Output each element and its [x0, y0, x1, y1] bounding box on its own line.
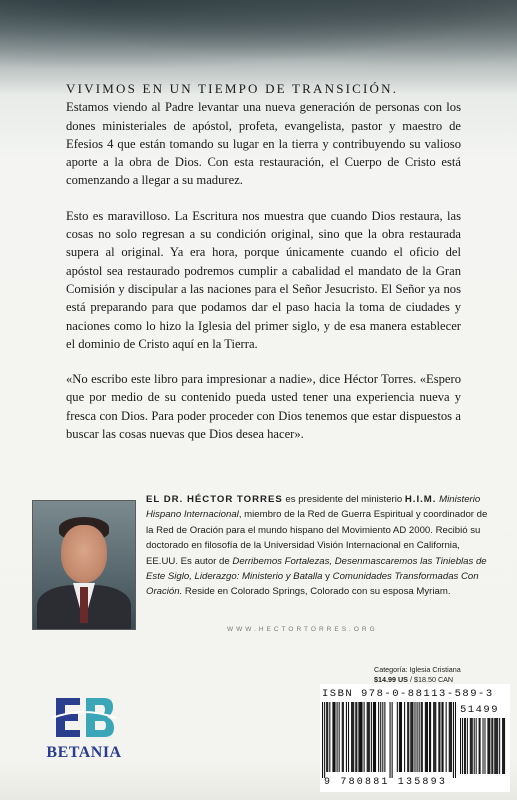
barcode-bar — [356, 702, 357, 772]
barcode-bar — [380, 702, 381, 772]
price-barcode-bar — [470, 718, 471, 774]
price-barcode-bar — [483, 718, 484, 774]
barcode-bar — [353, 702, 354, 772]
blurb-paragraph-1 — [66, 80, 461, 190]
book-meta — [374, 665, 504, 685]
price-barcode-bar — [471, 718, 472, 774]
price-barcode-bar — [480, 718, 481, 774]
barcode-bar — [434, 702, 435, 772]
blurb-paragraph-3: «No escribo este libro para impresionar a nadie», dice Héctor Torres. «Espero que por medio de su contenido pueda usted tener una experiencia nueva y fresca con Dios. Para poder proceder con Dios tenemos que estar dispuestos a buscar las cosas nuevas que Dios desea hacer». — [66, 372, 461, 442]
barcode-bar — [355, 702, 356, 772]
author-bio — [146, 492, 494, 600]
blurb-p1-text: Estamos viendo al Padre levantar una nueva generación de personas con los dones ministeriales de apóstol, profeta, evangelista, pastor y maestro de Efesios 4 que están tomando su lugar en la tierra y contribuyendo su valioso aporte a la obra de Dios. Con esta restauración, el Cuerpo de Cristo está comenzando a llegar a su madurez. — [66, 100, 461, 188]
barcode-bar — [408, 702, 409, 772]
barcode-bar — [367, 702, 368, 772]
price-barcode-bar — [497, 718, 498, 774]
back-cover-blurb — [66, 80, 461, 460]
barcode-bar — [401, 702, 402, 772]
barcode-bar — [364, 702, 365, 772]
bio-text-3: y — [322, 571, 333, 583]
bio-text-1: es presidente del ministerio — [282, 494, 405, 505]
barcode-bar — [384, 702, 385, 772]
author-bio-block — [32, 492, 497, 642]
barcode-bar — [443, 702, 444, 772]
barcode-bar — [399, 702, 400, 772]
barcode-bar — [433, 702, 434, 772]
barcode-bar — [439, 702, 440, 772]
author-website: WWW.HECTORTORRES.ORG — [227, 626, 378, 633]
blurb-headline: VIVIMOS EN UN TIEMPO DE TRANSICIÓN. — [66, 81, 399, 96]
barcode-bar — [414, 702, 415, 772]
isbn-text: ISBN 978-0-88113-589-3 — [322, 688, 494, 700]
barcode-bar — [351, 702, 352, 772]
eb-logo-icon — [50, 692, 118, 744]
price-barcode-bar — [462, 718, 463, 774]
barcode-bar — [324, 702, 325, 778]
barcode-bar — [375, 702, 376, 772]
barcode-bar — [392, 702, 393, 778]
publisher-logo — [34, 692, 134, 772]
barcode-bar — [404, 702, 405, 772]
barcode-bar — [421, 702, 422, 772]
barcode-bar — [419, 702, 420, 772]
barcode-panel — [320, 684, 510, 792]
barcode-bar — [427, 702, 428, 772]
barcode-bar — [339, 702, 340, 772]
barcode-bar — [348, 702, 349, 772]
barcode-bar — [410, 702, 411, 772]
author-book-last: Comunidades Transformadas Con Oración. — [146, 571, 479, 598]
barcode-bar — [343, 702, 344, 772]
barcode-bar — [337, 702, 338, 772]
barcode-bar — [322, 702, 323, 778]
barcode-bar — [329, 702, 330, 772]
barcode-bar — [453, 702, 454, 778]
barcode-bar — [435, 702, 436, 772]
barcode-bar — [342, 702, 343, 772]
price-barcode-bar — [492, 718, 493, 774]
price-barcode-bar — [496, 718, 497, 774]
barcode-bar — [450, 702, 451, 772]
blurb-paragraph-2: Esto es maravilloso. La Escritura nos muestra que cuando Dios restaura, las cosas no solo regresan a su condición original, sino que la obra restaurada supera al original. Ya era hora, porque únicamente cuando el oficio del apóstol sea restaurado podremos cumplir a cabalidad el mandato de la Gran Comisión y discipular a las naciones para el Señor Jesucristo. El Señor ya nos está preparando para que podamos dar el paso hacia la toma de ciudades y naciones como lo hizo la Iglesia del primer siglo, y de esa manera establecer el dominio de Cristo aquí en la Tierra. — [66, 208, 461, 351]
bio-text-4: Reside en Colorado Springs, Colorado con su esposa Myriam. — [182, 586, 451, 598]
barcode-bar — [417, 702, 418, 772]
price-barcode-bar — [491, 718, 492, 774]
barcode-bar — [451, 702, 452, 772]
barcode-bar — [425, 702, 426, 772]
ministry-name: Ministerio Hispano Internacional — [146, 494, 481, 521]
barcode-bar — [422, 702, 423, 772]
book-category: Categoría: Iglesia Cristiana — [374, 665, 461, 674]
ean-barcode — [322, 702, 456, 778]
barcode-bar — [455, 702, 456, 778]
cover-top-gradient — [0, 0, 517, 70]
price-barcode-bar — [488, 718, 489, 774]
barcode-bar — [358, 702, 359, 772]
ministry-acronym: H.I.M. — [404, 494, 437, 505]
price-barcode-bar — [502, 718, 503, 774]
barcode-bar — [438, 702, 439, 772]
price-barcode-bar — [495, 718, 496, 774]
price-barcode-bar — [503, 718, 504, 774]
price-barcode-bar — [487, 718, 488, 774]
barcode-bar — [412, 702, 413, 772]
publisher-name: BETANIA — [46, 744, 122, 761]
price-barcode-bar — [472, 718, 473, 774]
barcode-bar — [326, 702, 327, 772]
price-barcode-bar — [460, 718, 461, 774]
price-us: $14.99 US — [374, 675, 408, 684]
price-barcode-bar — [476, 718, 477, 774]
author-name: EL DR. HÉCTOR TORRES — [146, 494, 283, 505]
barcode-bar — [382, 702, 383, 772]
barcode-bar — [446, 702, 447, 772]
barcode-bar — [397, 702, 398, 772]
barcode-bar — [332, 702, 333, 772]
barcode-bar — [441, 702, 442, 772]
price-can: / $18.50 CAN — [407, 675, 454, 684]
barcode-bar — [429, 702, 430, 772]
barcode-bar — [373, 702, 374, 772]
barcode-bar — [449, 702, 450, 772]
barcode-bar — [411, 702, 412, 772]
barcode-bar — [360, 702, 361, 772]
barcode-bar — [327, 702, 328, 772]
price-barcode-bar — [464, 718, 465, 774]
barcode-bar — [374, 702, 375, 772]
price-barcode-bar — [499, 718, 500, 774]
price-barcode-bar — [494, 718, 495, 774]
price-barcode-bar — [504, 718, 505, 774]
author-books: Derribemos Fortalezas, Desenmascaremos las Tinieblas de Este Siglo, Liderazgo: Ministerio y Batalla — [146, 555, 487, 583]
price-code: 51499 — [460, 704, 500, 716]
barcode-bar — [361, 702, 362, 772]
author-photo — [32, 500, 136, 630]
barcode-bar — [369, 702, 370, 772]
price-barcode-bar — [467, 718, 468, 774]
barcode-bar — [352, 702, 353, 772]
barcode-bar — [334, 702, 335, 772]
barcode-bar — [368, 702, 369, 772]
price-barcode-bar — [489, 718, 490, 774]
price-barcode — [460, 718, 506, 774]
price-barcode-bar — [474, 718, 475, 774]
price-barcode-bar — [465, 718, 466, 774]
barcode-bar — [359, 702, 360, 772]
barcode-bar — [390, 702, 391, 778]
bio-text-2: , miembro de la Red de Guerra Espiritual y coordinador de la Red de Oración para el mundo hispano del Movimiento AD 2000. Recibió su doctorado en filosofía de la Universidad Visión Internacional en California, EE.UU. Es autor de — [146, 509, 488, 567]
price-barcode-bar — [479, 718, 480, 774]
ean-digits: 9 780881 135893 — [324, 777, 448, 788]
barcode-bar — [346, 702, 347, 772]
barcode-bar — [333, 702, 334, 772]
barcode-bar — [430, 702, 431, 772]
barcode-bar — [371, 702, 372, 772]
barcode-bar — [407, 702, 408, 772]
barcode-bar — [426, 702, 427, 772]
barcode-bar — [400, 702, 401, 772]
barcode-bar — [378, 702, 379, 772]
price-barcode-bar — [484, 718, 485, 774]
